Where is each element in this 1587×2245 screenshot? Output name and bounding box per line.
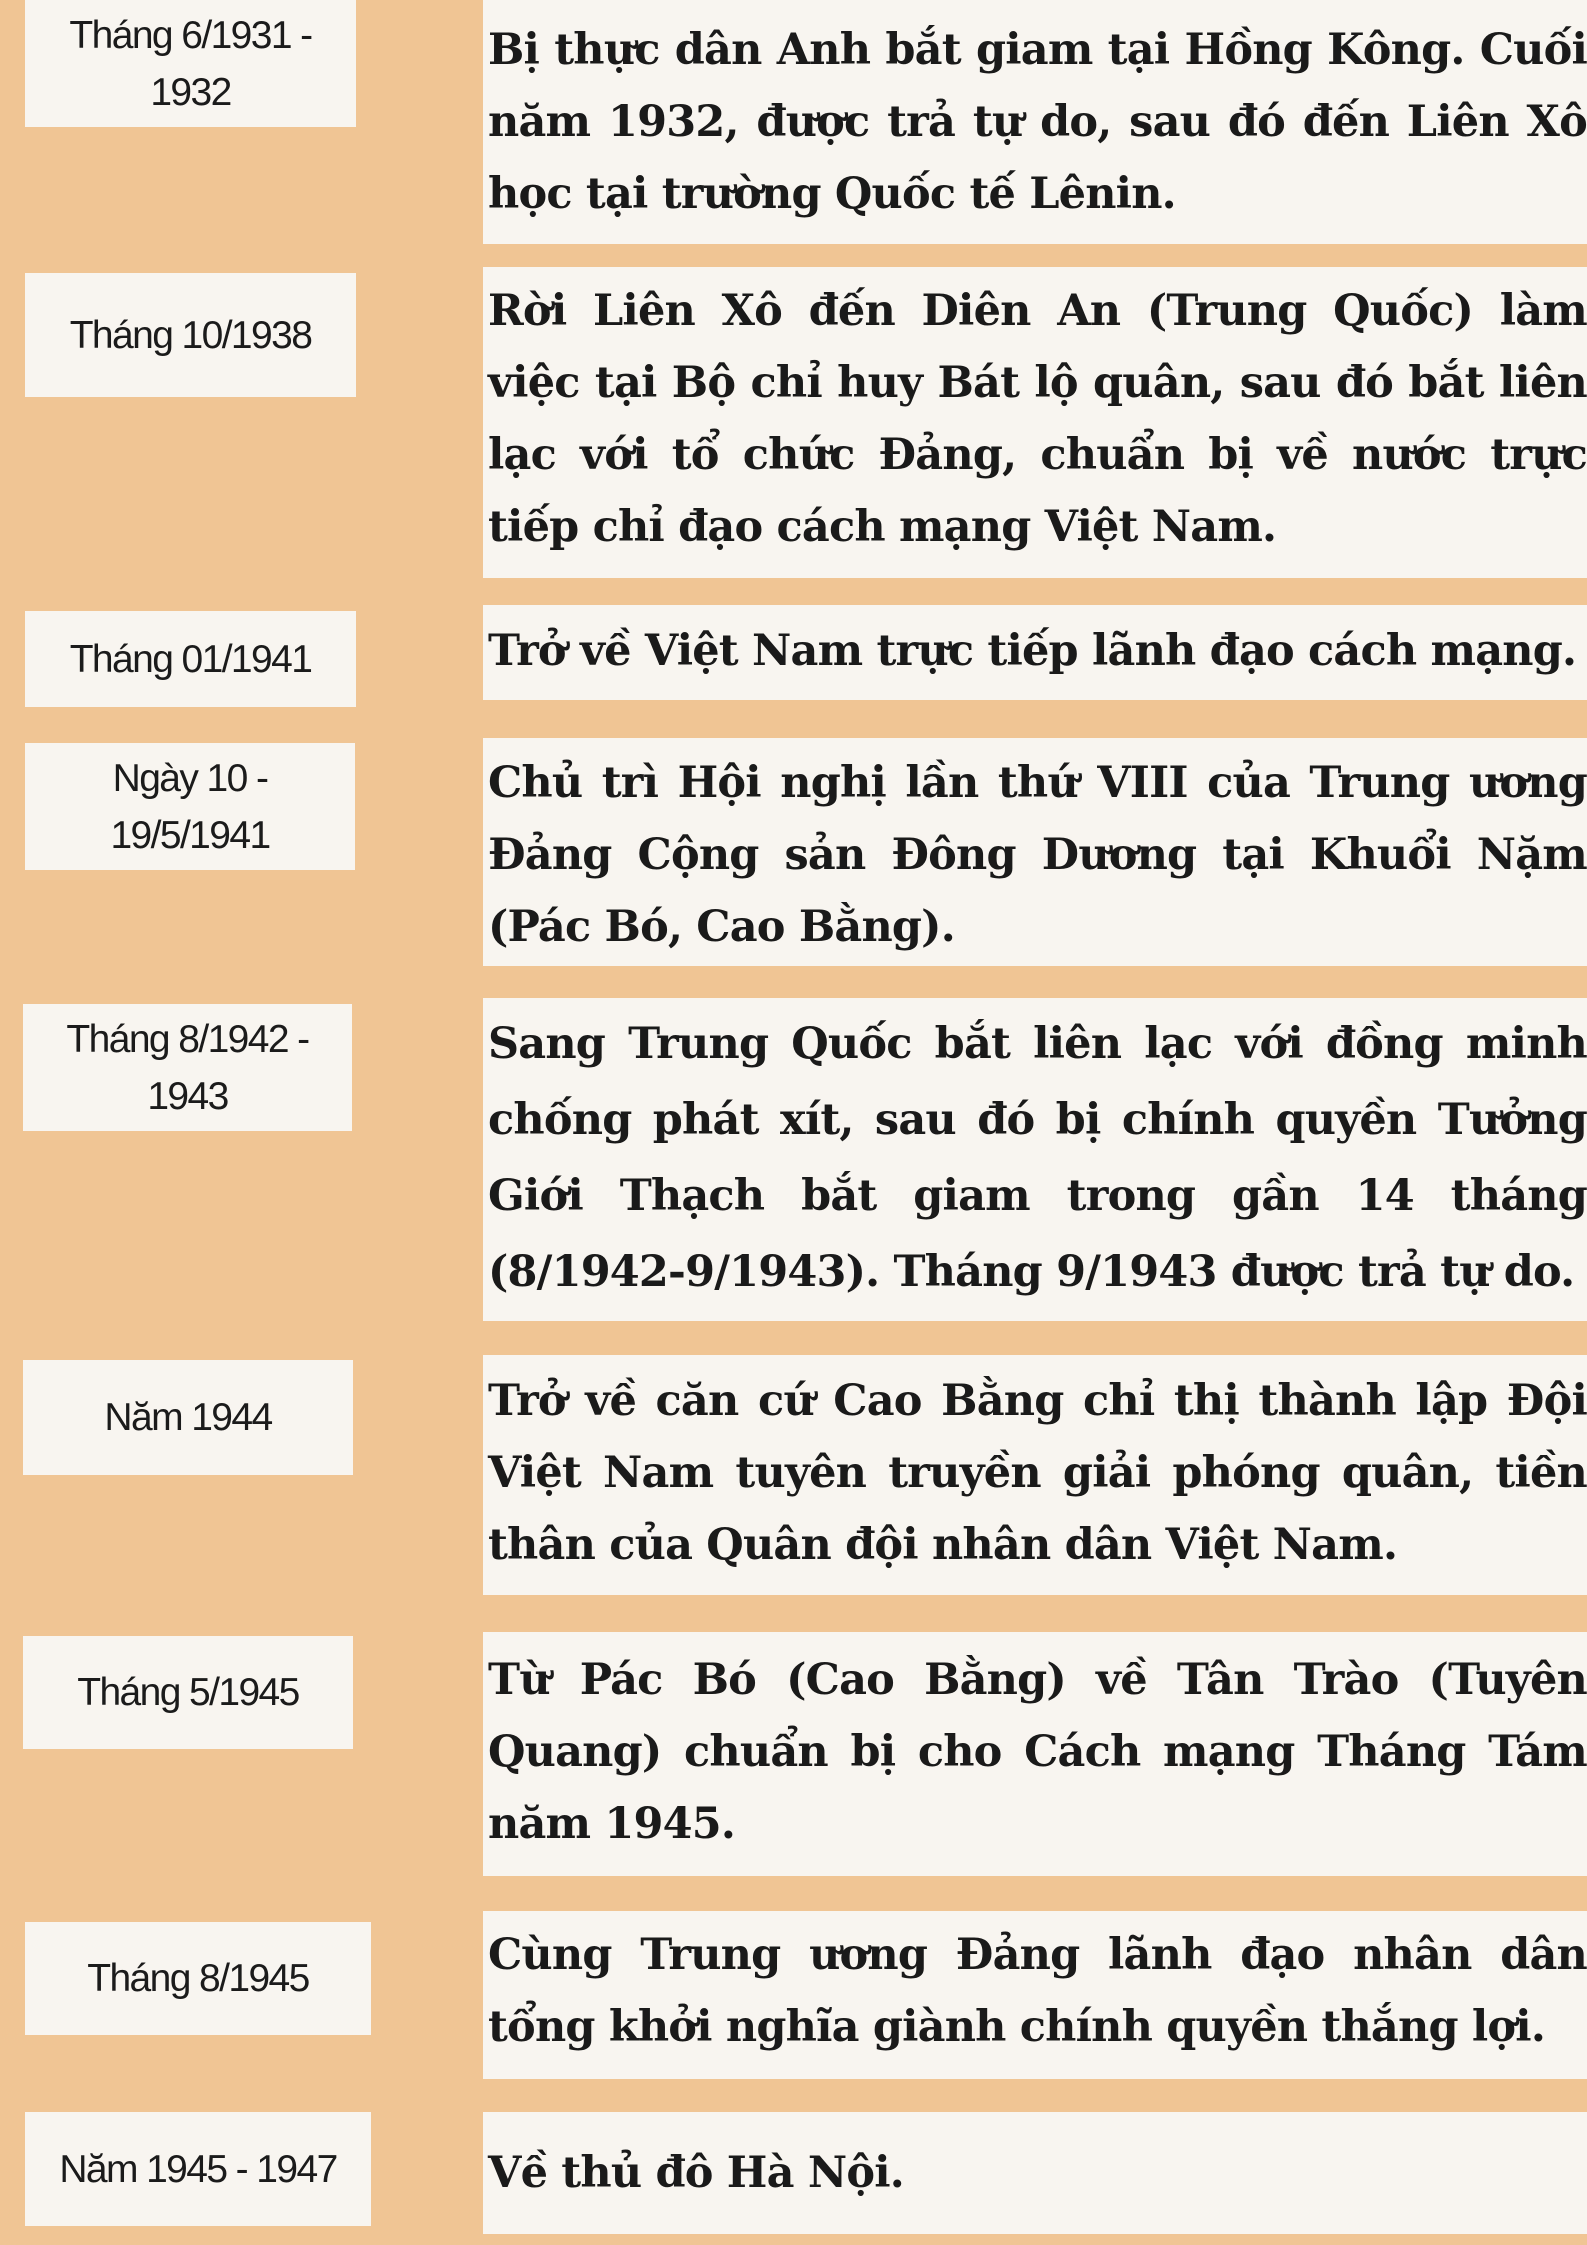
event-date <box>25 743 355 870</box>
event-description-text: Trở về Việt Nam trực tiếp lãnh đạo cách mạng. <box>488 626 1577 676</box>
event-date <box>25 2112 371 2226</box>
event-date-text: Tháng 6/1931 - 1932 <box>69 13 312 114</box>
event-description-text: Sang Trung Quốc bắt liên lạc với đồng minh chống phát xít, sau đó bị chính quyền Tưởng Giới Thạch bắt giam trong gần 14 tháng (8/1942-9/1943). Tháng 9/1943 được trả tự do. <box>488 1019 1587 1297</box>
event-date-text: Năm 1945 - 1947 <box>59 2147 337 2191</box>
event-date-text: Năm 1944 <box>104 1396 272 1439</box>
event-description <box>483 1911 1587 2079</box>
event-date-text: Ngày 10 - 19/5/1941 <box>110 756 270 857</box>
event-date <box>25 611 356 707</box>
event-date <box>23 1360 353 1475</box>
event-description-text: Chủ trì Hội nghị lần thứ VIII của Trung ương Đảng Cộng sản Đông Dương tại Khuổi Nặm (Pác Bó, Cao Bằng). <box>488 758 1587 952</box>
event-description <box>483 1632 1587 1876</box>
event-date <box>25 0 356 127</box>
event-date-text: Tháng 8/1945 <box>87 1957 309 2000</box>
event-description <box>483 0 1587 244</box>
event-date-text: Tháng 8/1942 - 1943 <box>66 1017 309 1118</box>
event-date-text: Tháng 5/1945 <box>77 1671 299 1714</box>
event-date-text: Tháng 01/1941 <box>69 637 312 681</box>
event-description <box>483 1355 1587 1595</box>
event-description <box>483 738 1587 966</box>
event-date <box>23 1636 353 1749</box>
event-description <box>483 267 1587 578</box>
event-date <box>25 273 356 397</box>
event-description <box>483 998 1587 1321</box>
event-date-text: Tháng 10/1938 <box>69 313 312 357</box>
event-description <box>483 2112 1587 2234</box>
event-description-text: Cùng Trung ương Đảng lãnh đạo nhân dân tổng khởi nghĩa giành chính quyền thắng lợi. <box>488 1930 1587 2052</box>
event-description <box>483 605 1587 700</box>
event-description-text: Rời Liên Xô đến Diên An (Trung Quốc) làm việc tại Bộ chỉ huy Bát lộ quân, sau đó bắt liên lạc với tổ chức Đảng, chuẩn bị về nước trực tiếp chỉ đạo cách mạng Việt Nam. <box>488 286 1587 552</box>
event-description-text: Từ Pác Bó (Cao Bằng) về Tân Trào (Tuyên Quang) chuẩn bị cho Cách mạng Tháng Tám năm 1945. <box>488 1655 1587 1849</box>
event-description-text: Về thủ đô Hà Nội. <box>488 2148 904 2198</box>
event-description-text: Bị thực dân Anh bắt giam tại Hồng Kông. Cuối năm 1932, được trả tự do, sau đó đến Liên Xô học tại trường Quốc tế Lênin. <box>488 25 1587 219</box>
event-description-text: Trở về căn cứ Cao Bằng chỉ thị thành lập Đội Việt Nam tuyên truyền giải phóng quân, tiền thân của Quân đội nhân dân Việt Nam. <box>488 1376 1587 1570</box>
event-date <box>25 1922 371 2035</box>
event-date <box>23 1004 352 1131</box>
